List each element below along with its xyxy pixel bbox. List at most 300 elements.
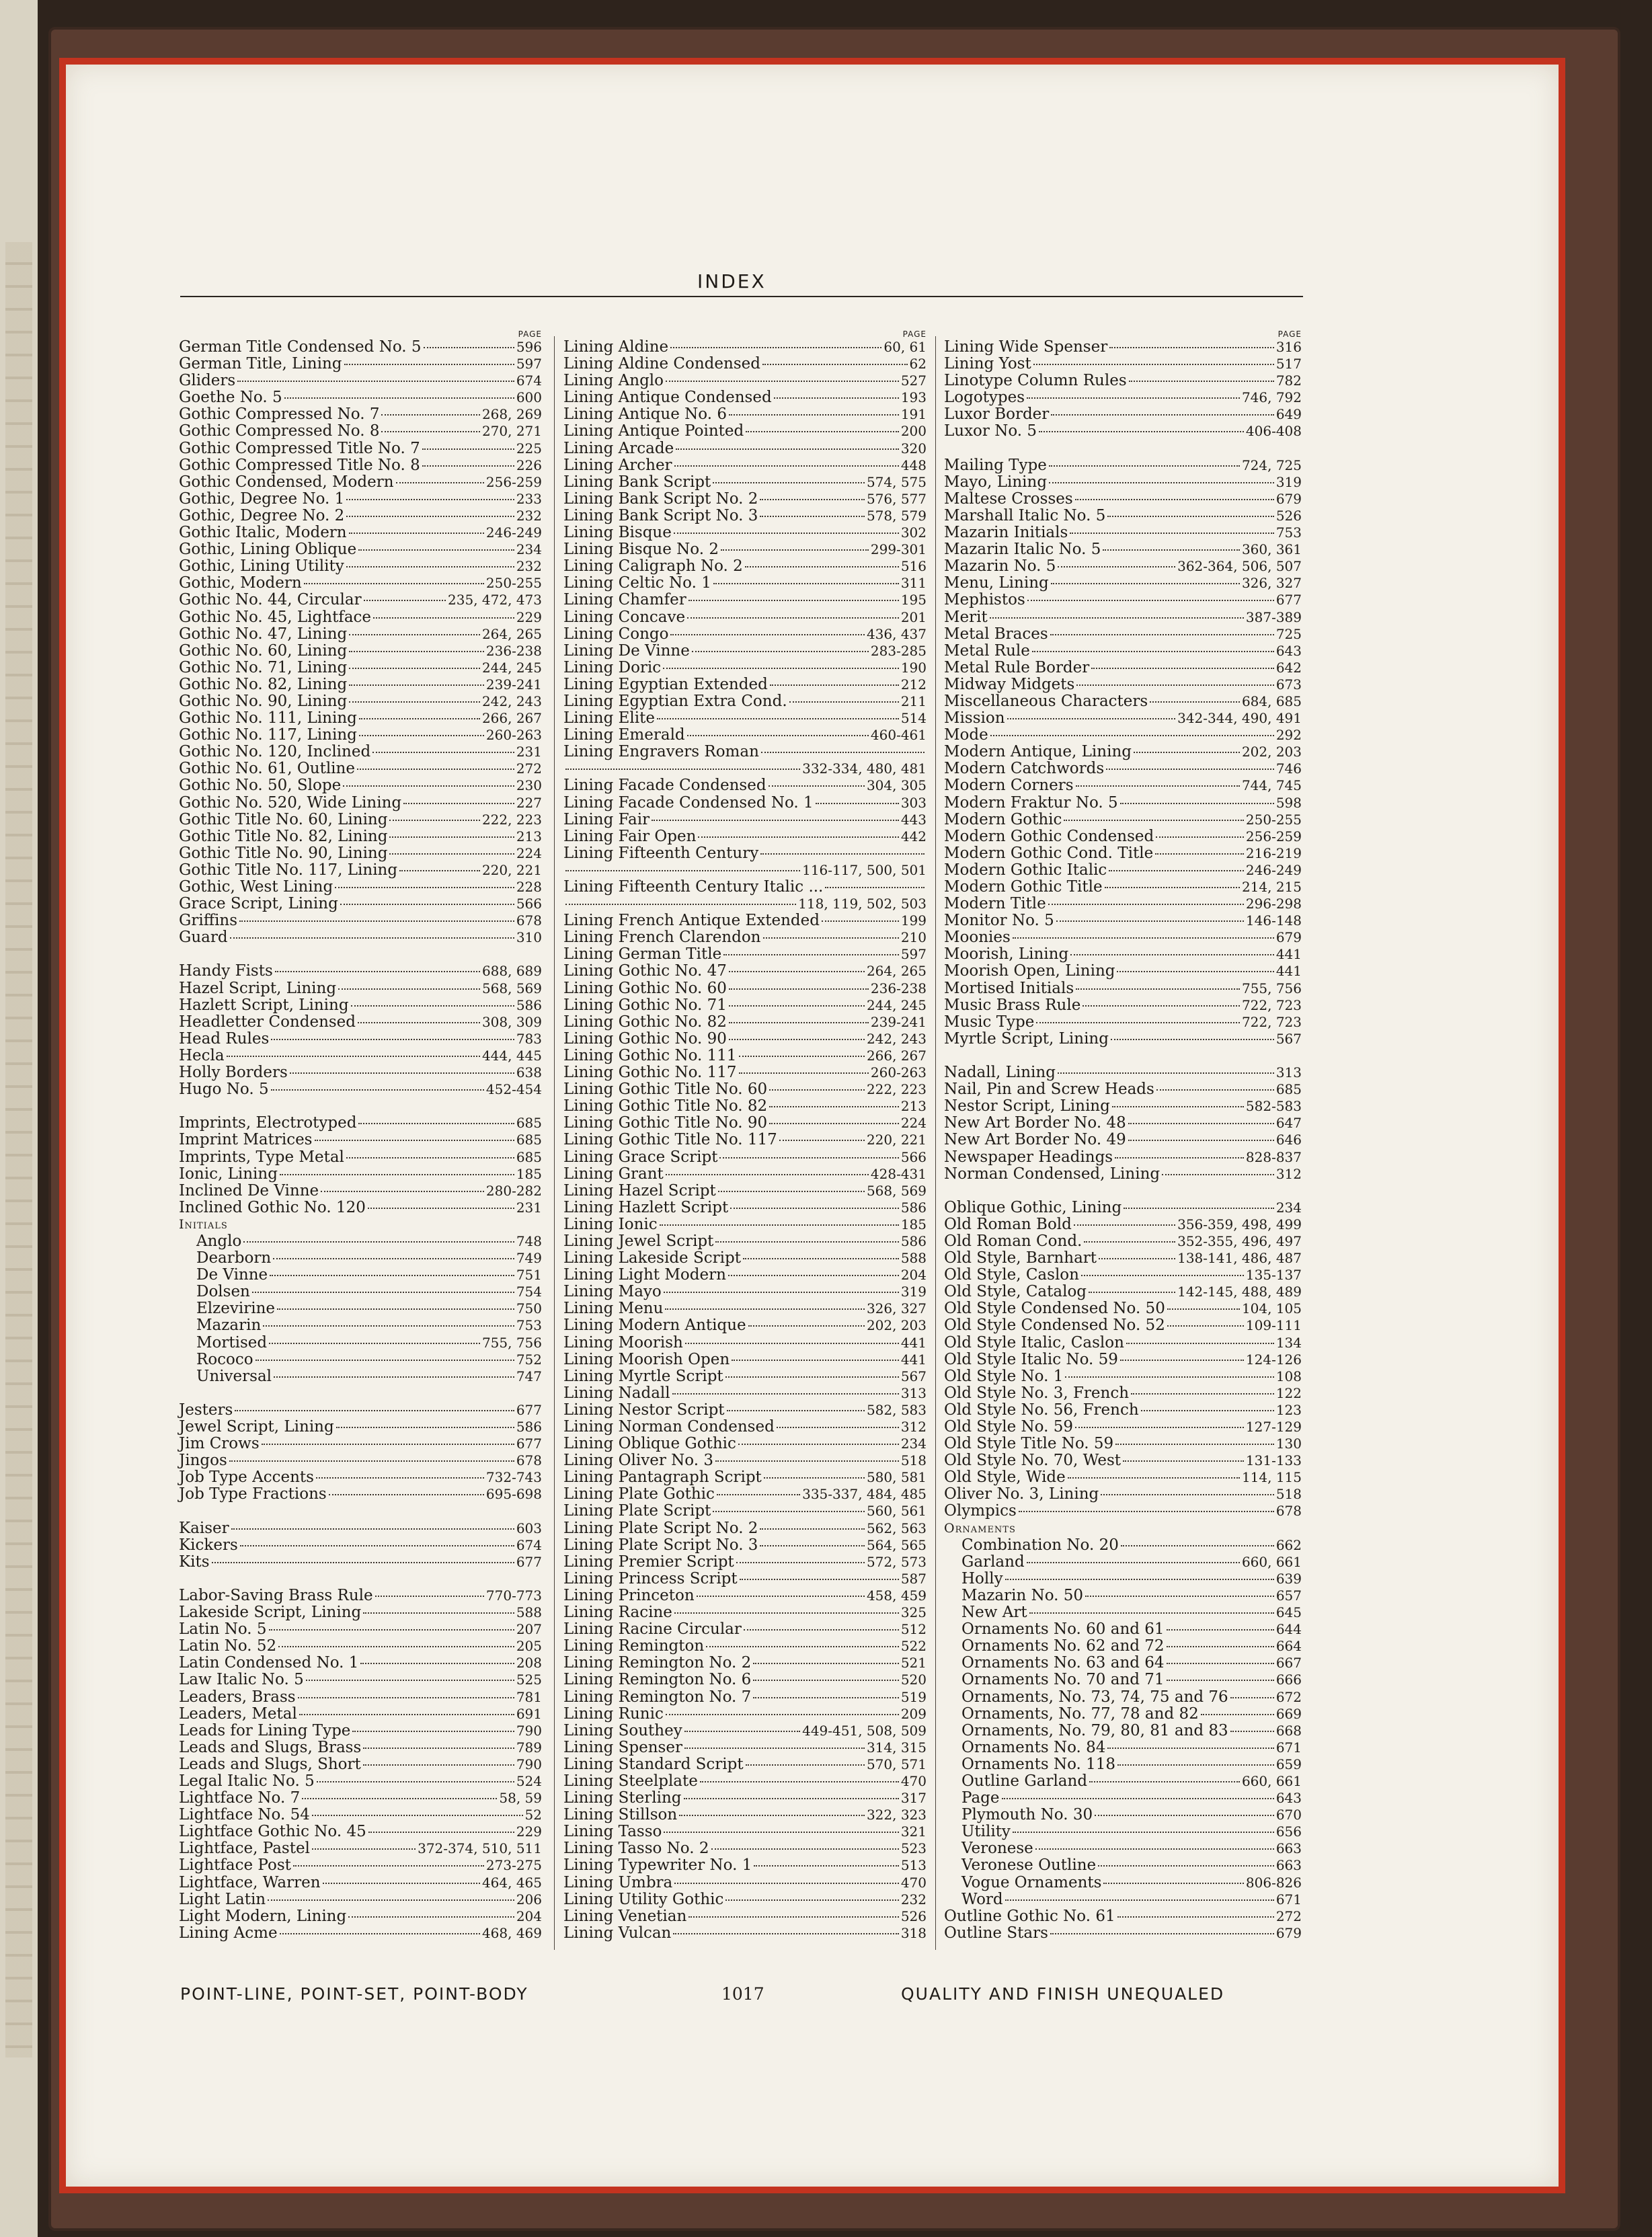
index-entry [179,676,542,693]
entry-name: Mortised Initials [944,979,1074,997]
leader-dots [763,937,899,939]
entry-name: Gothic Title No. 82, Lining [179,827,388,845]
leader-dots [357,769,514,770]
entry-pages: 524 [516,1772,542,1789]
leader-dots [718,1191,865,1192]
leader-dots [1091,668,1274,669]
entry-name: Merit [944,608,988,626]
entry-name: Gothic, Lining Oblique [179,541,357,559]
page-title: INDEX [697,270,766,292]
leader-dots [375,1596,484,1597]
leader-dots [760,516,865,517]
index-entry [179,1419,542,1436]
leader-dots [1070,533,1274,534]
entry-pages: 572, 573 [866,1553,927,1570]
entry-name: Jim Crows [179,1435,260,1453]
index-entry [179,1891,542,1908]
index-entry [563,1183,927,1200]
entry-name: New Art [961,1604,1027,1622]
leader-dots [274,1376,514,1378]
entry-name: Lining Gothic No. 90 [563,1029,727,1048]
leader-dots [346,1157,514,1159]
leader-dots [1039,431,1244,432]
index-entry [944,1875,1302,1891]
leader-dots [312,1848,416,1850]
index-entry [179,1402,542,1419]
entry-pages: 442 [900,828,927,845]
entry-name: Mission [944,709,1005,728]
index-entry [944,1840,1302,1857]
entry-name: Gothic No. 82, Lining [179,675,348,693]
entry-pages: 304, 305 [866,777,927,794]
leader-dots [1070,954,1274,955]
entry-name: Jingos [179,1452,227,1470]
entry-name: Lining Gothic No. 111 [563,1046,737,1064]
entry-name: Lining Bisque [563,524,672,542]
entry-pages: 313 [900,1384,927,1401]
index-entry [944,980,1302,997]
entry-name: Leaders, Metal [179,1704,297,1723]
index-entry [179,1115,542,1132]
index-entry [563,541,927,558]
leader-dots [760,499,865,500]
entry-pages: 308, 309 [481,1013,542,1030]
leader-dots [760,1545,864,1546]
index-entry [563,676,927,693]
leader-dots [1162,1174,1274,1175]
leader-dots [352,1731,514,1732]
leader-dots [1075,1427,1244,1428]
entry-name: Marshall Italic No. 5 [944,506,1106,524]
entry-pages: 190 [900,659,927,676]
entry-name: Outline Gothic No. 61 [944,1907,1115,1925]
leader-dots [1150,701,1240,703]
entry-name: Lining Grace Script [563,1148,718,1166]
index-entry [944,879,1302,896]
entry-pages: 523 [900,1840,927,1857]
entry-pages: 224 [516,845,542,861]
index-entry [944,1317,1302,1334]
index-entry [944,1216,1302,1233]
index-entry [563,693,927,710]
entry-name: Dearborn [196,1249,272,1267]
leader-dots [753,1663,898,1664]
leader-dots [389,853,514,855]
leader-dots [727,1410,865,1411]
entry-name: Gothic Title No. 90, Lining [179,844,388,862]
entry-name: Lining Gothic Title No. 82 [563,1097,768,1115]
entry-pages: 109-111 [1245,1317,1302,1334]
index-entry [179,1773,542,1790]
index-entry [179,1267,542,1284]
entry-pages: 266, 267 [481,710,542,727]
page-number: 1017 [721,1984,764,2004]
leader-dots [344,364,514,365]
index-entry [944,1031,1302,1048]
index-entry [563,1823,927,1840]
leader-dots [719,1157,898,1159]
page-column-label: PAGE [1277,329,1302,339]
entry-pages: 352-355, 496, 497 [1177,1232,1302,1249]
entry-pages: 114, 115 [1241,1469,1302,1486]
index-entry [944,1925,1302,1942]
entry-pages: 242, 243 [481,693,542,709]
leader-dots [212,1562,514,1563]
entry-name: Lining Gothic No. 71 [563,996,727,1014]
leader-dots [685,1343,899,1344]
leader-dots [1103,1883,1243,1884]
index-entry [563,1132,927,1148]
leader-dots [990,617,1244,619]
entry-pages: 318 [900,1924,927,1941]
entry-name: Lining Archer [563,456,672,474]
index-entry [944,626,1302,643]
leader-dots [743,1258,899,1259]
entry-pages: 299-301 [870,541,927,558]
leader-dots [674,465,899,467]
index-entry [179,1469,542,1486]
index-entry [179,1840,542,1857]
entry-name: Gothic No. 90, Lining [179,692,348,710]
entry-pages: 659 [1275,1756,1302,1772]
entry-name: Lining Emerald [563,726,685,744]
entry-pages: 568, 569 [866,1182,927,1199]
index-entry [944,1200,1302,1216]
entry-pages: 62 [909,356,927,372]
entry-name: Lining Tasso [563,1823,662,1841]
index-entry [563,1115,927,1132]
entry-pages: 679 [1275,929,1302,946]
index-entry [563,1368,927,1385]
index-entry [944,541,1302,558]
leader-dots [275,971,480,972]
entry-pages: 600 [516,389,542,406]
index-entry [944,1604,1302,1621]
entry-name: Gothic, Lining Utility [179,557,344,576]
leader-dots [1131,1393,1274,1395]
entry-name: Old Roman Bold [944,1215,1072,1233]
leader-dots [769,1089,865,1091]
entry-pages: 142-145, 488, 489 [1177,1284,1302,1300]
entry-pages: 464, 465 [481,1874,542,1891]
entry-name: Lining Myrtle Script [563,1367,723,1385]
entry-name: Myrtle Script, Lining [944,1029,1109,1048]
index-entry [944,1891,1302,1908]
entry-name: Lining Antique Condensed [563,389,772,407]
index-entry [563,1739,927,1756]
leader-dots [1050,634,1274,635]
leader-dots [689,1916,899,1918]
entry-pages: 521 [900,1655,927,1672]
index-entry [944,660,1302,676]
index-entry [944,1419,1302,1436]
entry-pages: 239-241 [485,676,542,693]
leader-dots [816,803,899,804]
index-entry [563,1098,927,1115]
index-entry [944,1537,1302,1554]
entry-name: Lining Antique No. 6 [563,405,727,424]
leader-dots [1101,1494,1274,1495]
entry-pages: 246-249 [1245,861,1302,878]
index-entry [563,406,927,423]
entry-name: Norman Condensed, Lining [944,1165,1161,1183]
entry-pages: 134 [1275,1334,1302,1351]
entry-name: Nadall, Lining [944,1064,1056,1082]
entry-pages: 312 [1275,1165,1302,1182]
entry-name: Lining Concave [563,608,686,626]
leader-dots [729,414,899,416]
entry-pages: 516 [900,558,927,575]
leader-dots [715,1460,899,1462]
entry-name: Dolsen [196,1283,250,1301]
index-entry [179,1655,542,1672]
entry-pages: 201 [900,609,927,625]
leader-dots [652,820,899,821]
index-entry [944,643,1302,660]
index-entry [179,643,542,660]
leader-dots [299,1714,514,1715]
index-entry [179,828,542,845]
entry-pages: 518 [900,1452,927,1469]
entry-pages: 228 [516,879,542,895]
leader-dots [761,752,925,753]
entry-name: Moorish, Lining [944,945,1069,964]
entry-pages: 260-263 [870,1064,927,1081]
index-entry [563,1233,927,1250]
entry-name: Kits [179,1553,210,1571]
entry-pages: 316 [1275,339,1302,355]
index-entry [944,1655,1302,1672]
leader-dots [363,1612,514,1614]
entry-pages: 517 [1275,356,1302,372]
index-entry [563,1166,927,1183]
index-entry [179,372,542,389]
leader-dots [349,684,484,686]
entry-pages: 250-255 [485,575,542,592]
leader-dots [1095,1815,1274,1816]
entry-pages: 562, 563 [866,1520,927,1536]
index-entry [944,1385,1302,1402]
index-entry [179,1048,542,1064]
leader-dots [1075,499,1274,500]
index-entry [179,524,542,541]
leader-dots [1050,1933,1274,1934]
leader-dots [1029,1612,1274,1614]
entry-pages: 588 [900,1250,927,1267]
leader-dots [729,1039,865,1040]
leader-dots [389,820,479,821]
index-entry [563,912,927,929]
index-entry [563,575,927,592]
index-entry [944,1132,1302,1148]
leader-dots [1107,516,1273,517]
entry-name: Lakeside Script, Lining [179,1604,362,1622]
entry-name: Inclined De Vinne [179,1181,319,1200]
index-entry [179,423,542,440]
leader-dots [990,735,1274,736]
index-entry [944,1368,1302,1385]
index-entry [563,1840,927,1857]
entry-pages: 209 [900,1705,927,1722]
entry-name: Latin No. 5 [179,1620,267,1639]
leader-dots [1112,1106,1244,1107]
index-entry [944,1233,1302,1250]
leader-dots [738,1444,899,1445]
entry-name: Ornaments No. 60 and 61 [961,1620,1165,1639]
leader-dots [271,1089,484,1091]
entry-pages: 225 [516,440,542,457]
leader-dots [1081,1275,1244,1276]
entry-pages: 582-583 [1245,1098,1302,1115]
leader-dots [316,1477,484,1479]
entry-pages: 574, 575 [866,473,927,490]
leader-dots [706,1646,899,1647]
leader-dots [349,701,480,703]
entry-pages: 578, 579 [866,507,927,524]
index-entry [179,575,542,592]
entry-pages: 598 [1275,794,1302,811]
index-entry [944,356,1302,372]
entry-name: Job Type Accents [179,1468,314,1487]
leader-dots [721,549,869,551]
leader-dots [1049,482,1274,483]
leader-dots [268,1899,514,1901]
index-entry [563,744,927,760]
index-entry [563,1064,927,1081]
index-entry [563,626,927,643]
leader-dots [676,448,899,450]
entry-pages: 273-275 [485,1857,542,1874]
entry-pages: 649 [1275,406,1302,423]
entry-pages: 242, 243 [866,1030,927,1047]
leader-dots [657,718,899,719]
entry-pages: 570, 571 [866,1756,927,1772]
entry-pages: 204 [900,1267,927,1284]
index-entry [179,1250,542,1267]
index-entry [944,727,1302,744]
index-entry [563,1402,927,1419]
entry-pages: 566 [900,1148,927,1165]
entry-pages: 688, 689 [481,963,542,980]
leader-dots [729,988,869,990]
entry-pages: 748 [516,1232,542,1249]
index-entry [563,1031,927,1048]
entry-pages: 206 [516,1891,542,1908]
leader-dots [1120,803,1274,804]
entry-pages: 320 [900,440,927,457]
entry-pages: 753 [516,1317,542,1334]
entry-name: Goethe No. 5 [179,389,282,407]
leader-dots [760,1528,864,1530]
index-entry [179,1335,542,1351]
index-entry [563,812,927,828]
leader-dots [717,1494,800,1495]
entry-pages: 283-285 [870,642,927,659]
index-entry [179,1317,542,1334]
leader-dots [422,465,514,467]
entry-name: Lining Ionic [563,1215,658,1233]
entry-pages: 670 [1275,1807,1302,1823]
leader-dots [312,1815,523,1816]
entry-pages: 674 [516,1536,542,1553]
leader-dots [674,1612,899,1614]
index-entry [179,1149,542,1166]
index-entry [179,1706,542,1723]
entry-name: Gothic Title No. 60, Lining [179,810,388,828]
entry-pages: 597 [900,946,927,963]
entry-pages: 566 [516,896,542,912]
leader-dots [1089,1292,1175,1293]
entry-name: Old Style No. 59 [944,1418,1073,1436]
leader-dots [1065,1376,1273,1378]
entry-name: Holly Borders [179,1064,288,1082]
index-entry [563,1672,927,1688]
entry-name: Lining Anglo [563,372,664,390]
entry-pages: 567 [900,1368,927,1384]
leader-dots [363,1748,514,1749]
entry-pages: 270, 271 [481,423,542,440]
leader-dots [1076,988,1240,990]
entry-pages: 781 [516,1688,542,1705]
entry-name: Lining Spenser [563,1738,682,1756]
entry-pages: 231 [516,744,542,760]
entry-name: Kickers [179,1536,238,1554]
entry-pages: 313 [1275,1064,1302,1081]
index-entry [944,812,1302,828]
entry-pages: 639 [1275,1570,1302,1587]
index-entry [944,1739,1302,1756]
entry-pages: 667 [1275,1655,1302,1672]
index-entry [944,339,1302,356]
entry-name: Lining Bank Script [563,473,711,491]
leader-dots [1076,684,1273,686]
index-entry [563,1200,927,1216]
entry-name: Lining Celtic No. 1 [563,574,711,592]
index-entry [179,1351,542,1368]
entry-name: Nestor Script, Lining [944,1097,1110,1115]
entry-name: Headletter Condensed [179,1013,356,1031]
index-entry [563,1081,927,1098]
entry-name: Lining Sterling [563,1789,682,1807]
entry-pages: 387-389 [1245,609,1302,625]
index-entry [563,1250,927,1267]
leader-dots [277,1308,514,1310]
leader-dots [740,1579,899,1580]
index-entry [179,1554,542,1571]
entry-name: Old Style Italic No. 59 [944,1350,1118,1368]
leader-dots [764,1477,865,1479]
entry-pages: 674 [516,372,542,389]
entry-name: Lining Bisque No. 2 [563,541,719,559]
index-entry [179,491,542,508]
entry-name: Gothic, West Lining [179,878,333,896]
leader-dots [745,566,899,567]
index-section-heading [179,1216,542,1233]
entry-name: Jesters [179,1401,233,1419]
index-entry [944,1452,1302,1469]
entry-pages: 362-364, 506, 507 [1177,558,1302,575]
entry-name: Lining De Vinne [563,641,690,660]
index-entry [563,929,927,946]
entry-name: Old Style No. 1 [944,1367,1064,1385]
leader-dots [343,785,514,787]
entry-pages: 58, 59 [499,1790,542,1807]
entry-pages: 244, 245 [481,659,542,676]
leader-dots [711,1848,899,1850]
entry-name: Guard [179,929,228,947]
entry-name: Ornaments, No. 79, 80, 81 and 83 [961,1721,1228,1739]
entry-name: Gothic, Modern [179,574,302,592]
